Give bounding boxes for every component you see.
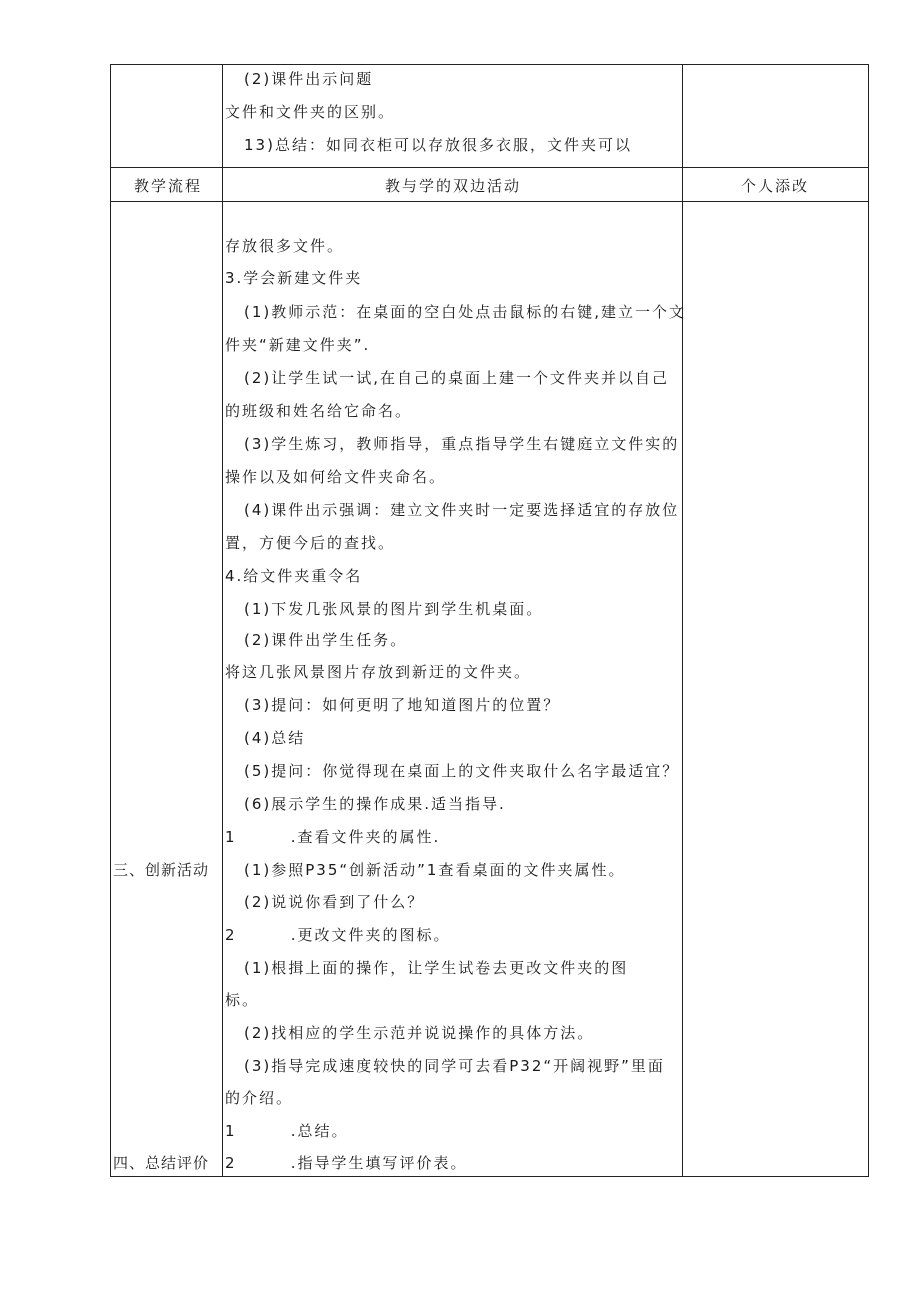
body-line: (2)让学生试一试,在自己的桌面上建一个文件夹并以自己 xyxy=(244,369,670,387)
body-line: (1)参照P35“创新活动”1查看桌面的文件夹属性。 xyxy=(244,861,626,879)
body-line: 存放很多文件。 xyxy=(225,237,345,255)
table-border-bottom xyxy=(110,1176,869,1177)
body-line: 2 .指导学生填写评价表。 xyxy=(225,1154,468,1172)
header-personal-edits: 个人添改 xyxy=(741,177,810,195)
body-line: (2)找相应的学生示范并说说操作的具体方法。 xyxy=(244,1024,595,1042)
header-row-top xyxy=(110,167,869,168)
table-border-left xyxy=(110,64,111,1177)
body-line: 操作以及如何给文件夹命名。 xyxy=(225,468,447,486)
top-line-2: 文件和文件夹的区别。 xyxy=(225,103,396,121)
body-line: (5)提问：你觉得现在桌面上的文件夹取什么名字最适宜？ xyxy=(244,762,680,780)
column-divider-2 xyxy=(682,64,683,1177)
body-line: 标。 xyxy=(225,991,260,1009)
table-border-top xyxy=(110,64,869,65)
body-line: (3)指导完成速度较快的同学可去看P32“开阔视野”里面 xyxy=(244,1057,665,1075)
body-line: (3)学生炼习，教师指导，重点指导学生右键庭立文件实的 xyxy=(244,435,680,453)
body-line: 的介绍。 xyxy=(225,1089,294,1107)
header-teaching-activities: 教与学的双边活动 xyxy=(385,177,522,195)
body-line: 1 .总结。 xyxy=(225,1122,349,1140)
stage-innovation-activity: 三、创新活动 xyxy=(113,861,210,879)
body-line: (1)下发几张风景的图片到学生机桌面。 xyxy=(244,600,544,618)
body-line: 2 .更改文件夹的图标。 xyxy=(225,926,451,944)
body-line: 件夹“新建文件夹”. xyxy=(225,336,371,354)
body-line: 3.学会新建文件夹 xyxy=(225,269,363,287)
stage-summary-evaluation: 四、总结评价 xyxy=(113,1154,210,1172)
top-line-3: 13)总结：如同衣柜可以存放很多衣服，文件夹可以 xyxy=(244,136,632,154)
column-divider-1 xyxy=(222,64,223,1177)
body-line: (6)展示学生的操作成果.适当指导. xyxy=(244,795,506,813)
body-line: (1)教师示范：在桌面的空白处点击鼠标的右键,建立一个文 xyxy=(244,303,687,321)
body-line: (2)说说你看到了什么？ xyxy=(244,893,425,911)
table-border-right xyxy=(868,64,869,1177)
header-teaching-process: 教学流程 xyxy=(134,177,203,195)
body-line: 4.给文件夹重令名 xyxy=(225,567,363,585)
body-line: 置，方便今后的查找。 xyxy=(225,534,396,552)
header-row-bottom xyxy=(110,201,869,202)
body-line: 的班级和姓名给它命名。 xyxy=(225,402,413,420)
body-line: (3)提问：如何更明了地知道图片的位置？ xyxy=(244,696,561,714)
body-line: 将这几张风景图片存放到新迂的文件夹。 xyxy=(225,663,532,681)
body-line: (4)课件出示强调：建立文件夹时一定要选择适宜的存放位 xyxy=(244,501,680,519)
top-line-1: (2)课件出示问题 xyxy=(244,70,374,88)
body-line: (2)课件出学生任务。 xyxy=(244,631,408,649)
body-line: 1 .查看文件夹的属性. xyxy=(225,828,441,846)
body-line: (1)根揖上面的操作，让学生试卷去更改文件夹的图 xyxy=(244,959,629,977)
body-line: (4)总结 xyxy=(244,729,306,747)
